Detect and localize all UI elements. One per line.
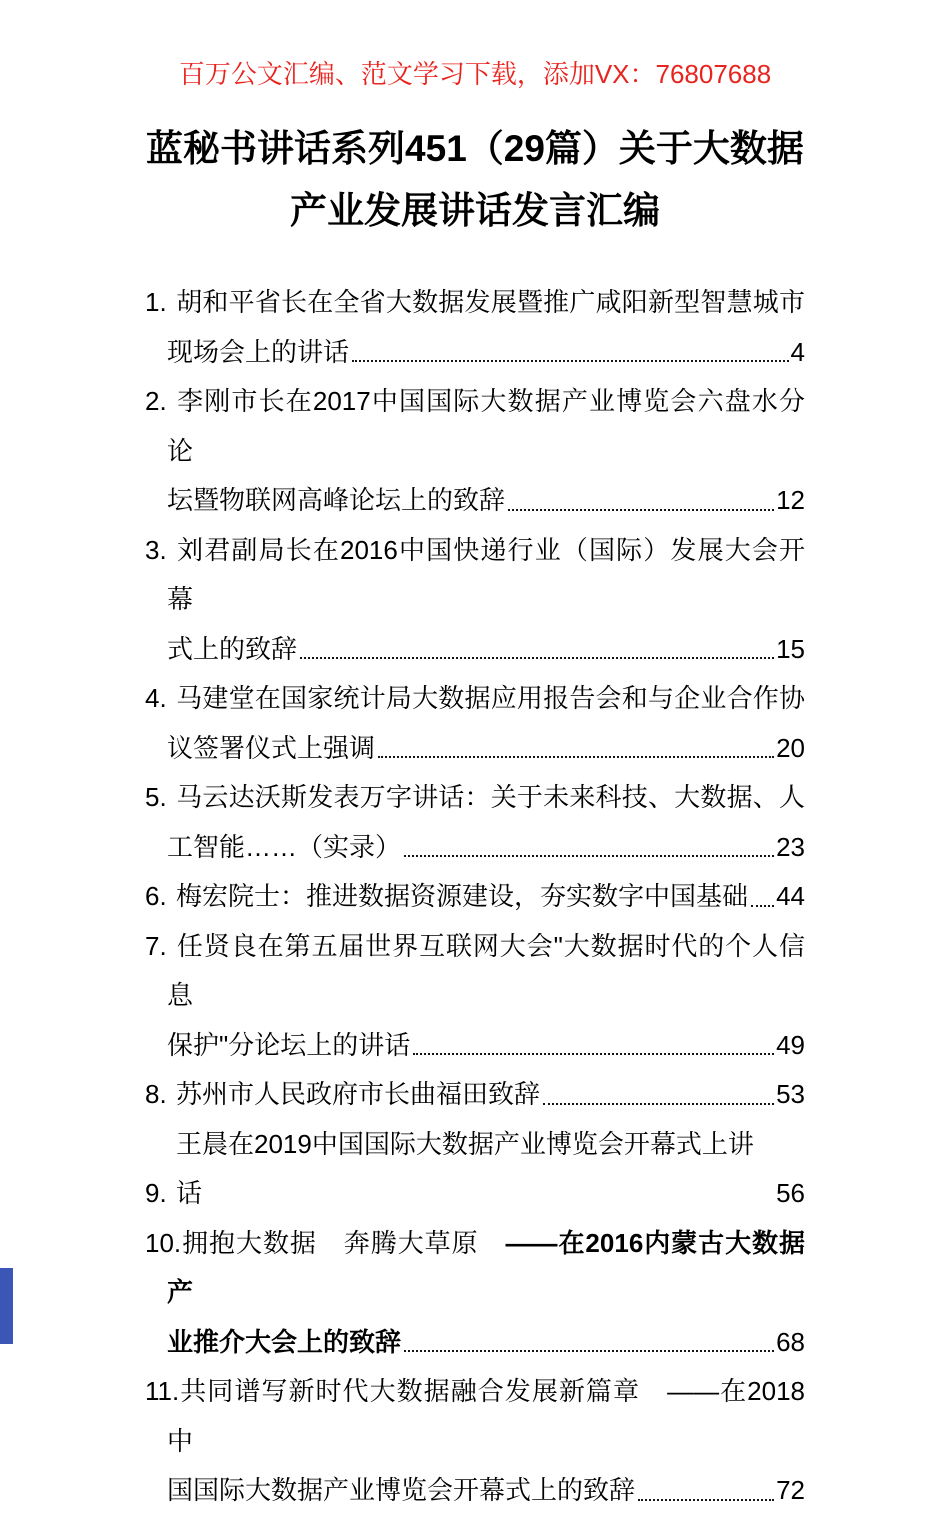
toc-item-line — [167, 724, 805, 774]
toc-item-line — [145, 1219, 805, 1318]
toc-item-line — [145, 526, 805, 625]
toc-item-number: 4. — [145, 683, 167, 713]
toc-page-number: 4 — [790, 336, 805, 367]
toc-item-text — [167, 1466, 635, 1516]
toc-item-number: 2. — [145, 386, 167, 416]
toc-item-text-run: 现场会上的讲话 — [167, 336, 350, 367]
toc-item-text-run: 李刚市长在2017中国国际大数据产业博览会六盘水分论 — [167, 386, 805, 466]
toc-item-number: 11. — [145, 1376, 180, 1406]
toc-page-number: 23 — [776, 831, 805, 862]
toc-page-number: 53 — [776, 1079, 805, 1109]
toc-item-text — [167, 476, 505, 526]
toc-item-text-run: 业推介大会上的致辞 — [167, 1326, 402, 1357]
toc-item-text — [167, 328, 349, 378]
toc-item-line — [145, 674, 805, 724]
toc-item-number: 8. — [145, 1079, 167, 1109]
dotted-leader — [352, 360, 789, 362]
toc-item-text-run: 式上的致辞 — [167, 633, 298, 664]
toc-item-line — [145, 278, 805, 328]
dotted-leader — [751, 905, 774, 907]
toc-item-number: 9. — [145, 1178, 167, 1208]
toc-item-number: 3. — [145, 534, 167, 565]
toc-item-text-run: 马建堂在国家统计局大数据应用报告会和与企业合作协 — [176, 683, 805, 713]
toc-item-text-run: 任贤良在第五届世界互联网大会"大数据时代的个人信息 — [167, 930, 805, 1010]
toc-page-number: 44 — [776, 881, 805, 911]
toc-item-line — [145, 1120, 805, 1219]
dotted-leader — [404, 1350, 774, 1352]
left-bottom-blue-bar — [0, 1268, 13, 1344]
toc-item[interactable] — [145, 872, 805, 922]
toc-item[interactable] — [145, 1070, 805, 1120]
toc-item-line — [167, 1318, 805, 1368]
dotted-leader — [508, 509, 774, 511]
toc-item[interactable] — [145, 526, 805, 675]
document-title — [60, 118, 890, 242]
toc-item[interactable] — [145, 922, 805, 1071]
dotted-leader — [543, 1103, 774, 1105]
toc-list — [145, 278, 805, 1516]
toc-item[interactable] — [145, 773, 805, 872]
toc-page-number: 68 — [776, 1326, 805, 1357]
toc-item-text-run: 梅宏院士：推进数据资源建设，夯实数字中国基础 — [176, 881, 749, 911]
toc-item-number: 7. — [145, 930, 167, 961]
dotted-leader — [404, 855, 774, 857]
toc-item[interactable] — [145, 1367, 805, 1516]
toc-item[interactable] — [145, 674, 805, 773]
toc-item-text — [167, 625, 297, 675]
toc-item-text — [176, 1120, 776, 1219]
toc-item-text-run: 王晨在2019中国国际大数据产业博览会开幕式上讲话 — [176, 1128, 754, 1208]
toc-item-text — [176, 872, 748, 922]
toc-item-line — [145, 773, 805, 823]
toc-item-line — [145, 872, 805, 922]
toc-item-text-run: 苏州市人民政府市长曲福田致辞 — [176, 1079, 541, 1109]
dotted-leader — [413, 1053, 774, 1055]
toc-item-line — [167, 328, 805, 378]
toc-item-line — [145, 1367, 805, 1466]
toc-page-number: 20 — [776, 732, 805, 763]
toc-item[interactable] — [145, 377, 805, 526]
dotted-leader — [378, 756, 774, 758]
toc-item-text — [167, 823, 401, 873]
toc-item-number: 5. — [145, 782, 167, 812]
toc-item-text-run: ——在2016内蒙古大数据产 — [167, 1227, 805, 1307]
toc-item-text-run: 保护"分论坛上的讲话 — [167, 1029, 411, 1060]
toc-item-text-run: 坛暨物联网高峰论坛上的致辞 — [167, 485, 506, 515]
toc-item-number: 6. — [145, 881, 167, 911]
dotted-leader — [300, 657, 774, 659]
toc-page-number: 12 — [776, 485, 805, 515]
toc-item-text — [176, 1070, 540, 1120]
toc-item-line — [167, 823, 805, 873]
title-line-2: 产业发展讲话发言汇编 — [290, 190, 660, 231]
toc-page-number: 49 — [776, 1029, 805, 1060]
toc-item[interactable] — [145, 1120, 805, 1219]
toc-item-text-run: 刘君副局长在2016中国快递行业（国际）发展大会开幕 — [167, 534, 805, 614]
toc-page-number: 56 — [776, 1178, 805, 1208]
toc-item-number: 10. — [145, 1227, 182, 1258]
toc-item-text-run: 共同谱写新时代大数据融合发展新篇章 ——在2018中 — [167, 1376, 805, 1456]
toc-item-line — [145, 922, 805, 1021]
toc-item-text-run: 议签署仪式上强调 — [167, 732, 376, 763]
toc-item-text-run: 国国际大数据产业博览会开幕式上的致辞 — [167, 1475, 636, 1505]
header-notice: 百万公文汇编、范文学习下载，添加VX：76807688 — [178, 59, 772, 89]
toc-page-number: 72 — [776, 1475, 805, 1505]
toc-item-number: 1. — [145, 287, 167, 317]
toc-item-text-run: 工智能……（实录） — [167, 831, 402, 862]
toc-item-text-run: 胡和平省长在全省大数据发展暨推广咸阳新型智慧城市 — [176, 287, 805, 317]
toc-item-text — [167, 1318, 401, 1368]
toc-item-line — [167, 1466, 805, 1516]
toc-item-line — [145, 1070, 805, 1120]
dotted-leader — [638, 1499, 774, 1501]
toc-item[interactable] — [145, 1219, 805, 1368]
toc-item-text-run: 拥抱大数据 奔腾大草原 — [181, 1227, 506, 1258]
toc-item-line — [167, 476, 805, 526]
title-line-1: 蓝秘书讲话系列451（29篇）关于大数据 — [146, 128, 804, 169]
toc-item-text — [167, 724, 375, 774]
toc-item-line — [145, 377, 805, 476]
toc-page-number: 15 — [776, 633, 805, 664]
toc-item-line — [167, 1021, 805, 1071]
toc-item-text — [167, 1021, 410, 1071]
toc-item-line — [167, 625, 805, 675]
toc-item-text-run: 马云达沃斯发表万字讲话：关于未来科技、大数据、人 — [176, 782, 805, 812]
toc-item[interactable] — [145, 278, 805, 377]
